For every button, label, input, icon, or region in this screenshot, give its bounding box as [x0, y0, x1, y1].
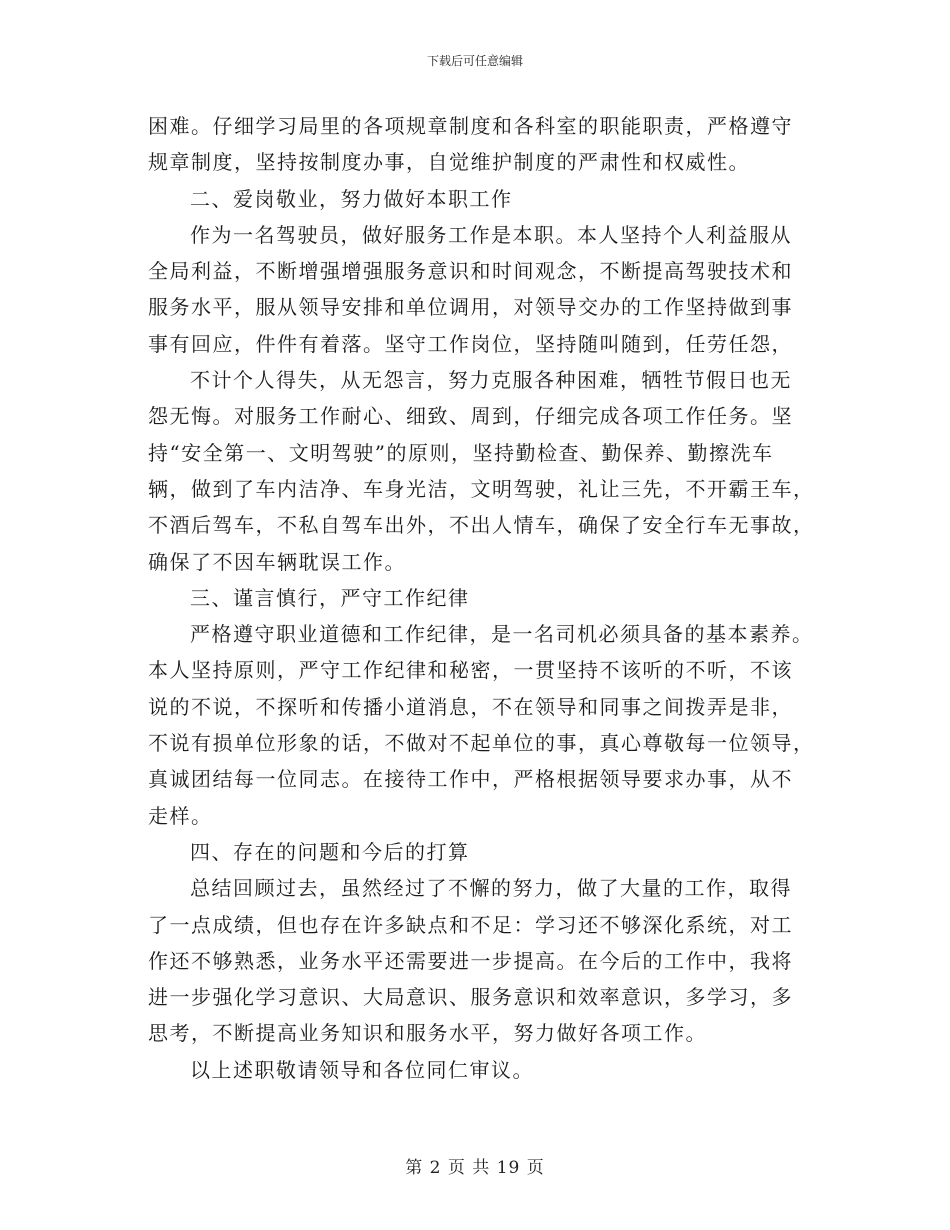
text-line: 真诚团结每一位同志。在接待工作中，严格根据领导要求办事，从不: [148, 767, 793, 792]
page-header: 下载后可任意编辑: [426, 54, 523, 68]
section-heading: 四、存在的问题和今后的打算: [190, 839, 470, 864]
text-line: 不酒后驾车，不私自驾车出外，不出人情车，确保了安全行车无事故，: [148, 513, 815, 538]
text-line: 说的不说，不探听和传播小道消息，不在领导和同事之间拨弄是非，: [148, 694, 793, 719]
page-footer: 第 2 页 共 19 页: [405, 1158, 545, 1178]
text-line: 以上述职敬请领导和各位同仁审议。: [190, 1057, 534, 1082]
text-line: 规章制度，坚持按制度办事，自觉维护制度的严肃性和权威性。: [148, 150, 750, 175]
text-line: 服务水平，服从领导安排和单位调用，对领导交办的工作坚持做到事: [148, 295, 793, 320]
text-line: 思考，不断提高业务知识和服务水平，努力做好各项工作。: [148, 1021, 707, 1046]
text-line: 进一步强化学习意识、大局意识、服务意识和效率意识，多学习，多: [148, 985, 793, 1010]
text-line: 了一点成绩，但也存在许多缺点和不足：学习还不够深化系统，对工: [148, 912, 793, 937]
text-line: 全局利益，不断增强增强服务意识和时间观念，不断提高驾驶技术和: [148, 259, 793, 284]
text-line: 事有回应，件件有着落。坚守工作岗位，坚持随叫随到，任劳任怨，: [148, 331, 793, 356]
document-body: [148, 108, 815, 1088]
text-line: 确保了不因车辆耽误工作。: [148, 549, 406, 574]
text-line: 辆，做到了车内洁净、车身光洁，文明驾驶，礼让三先，不开霸王车，: [148, 476, 815, 501]
text-line: 走样。: [148, 803, 213, 828]
section-heading: 三、谨言慎行，严守工作纪律: [190, 585, 470, 610]
text-line: 作为一名驾驶员，做好服务工作是本职。本人坚持个人利益服从: [190, 222, 792, 247]
text-line: 怨无悔。对服务工作耐心、细致、周到，仔细完成各项工作任务。坚: [148, 404, 793, 429]
text-line: 困难。仔细学习局里的各项规章制度和各科室的职能职责，严格遵守: [148, 114, 793, 138]
text-line: 总结回顾过去，虽然经过了不懈的努力，做了大量的工作，取得: [190, 876, 792, 901]
text-line: 不计个人得失，从无怨言，努力克服各种困难，牺牲节假日也无: [190, 368, 792, 393]
text-line: 本人坚持原则，严守工作纪律和秘密，一贯坚持不该听的不听，不该: [148, 658, 793, 683]
text-line: 严格遵守职业道德和工作纪律，是一名司机必须具备的基本素养。: [190, 622, 814, 647]
text-line: 不说有损单位形象的话，不做对不起单位的事，真心尊敬每一位领导，: [148, 731, 815, 756]
section-heading: 二、爱岗敬业，努力做好本职工作: [190, 186, 513, 211]
text-line: 作还不够熟悉，业务水平还需要进一步提高。在今后的工作中，我将: [148, 948, 793, 973]
text-line: 持“安全第一、文明驾驶”的原则，坚持勤检查、勤保养、勤擦洗车: [148, 440, 774, 465]
